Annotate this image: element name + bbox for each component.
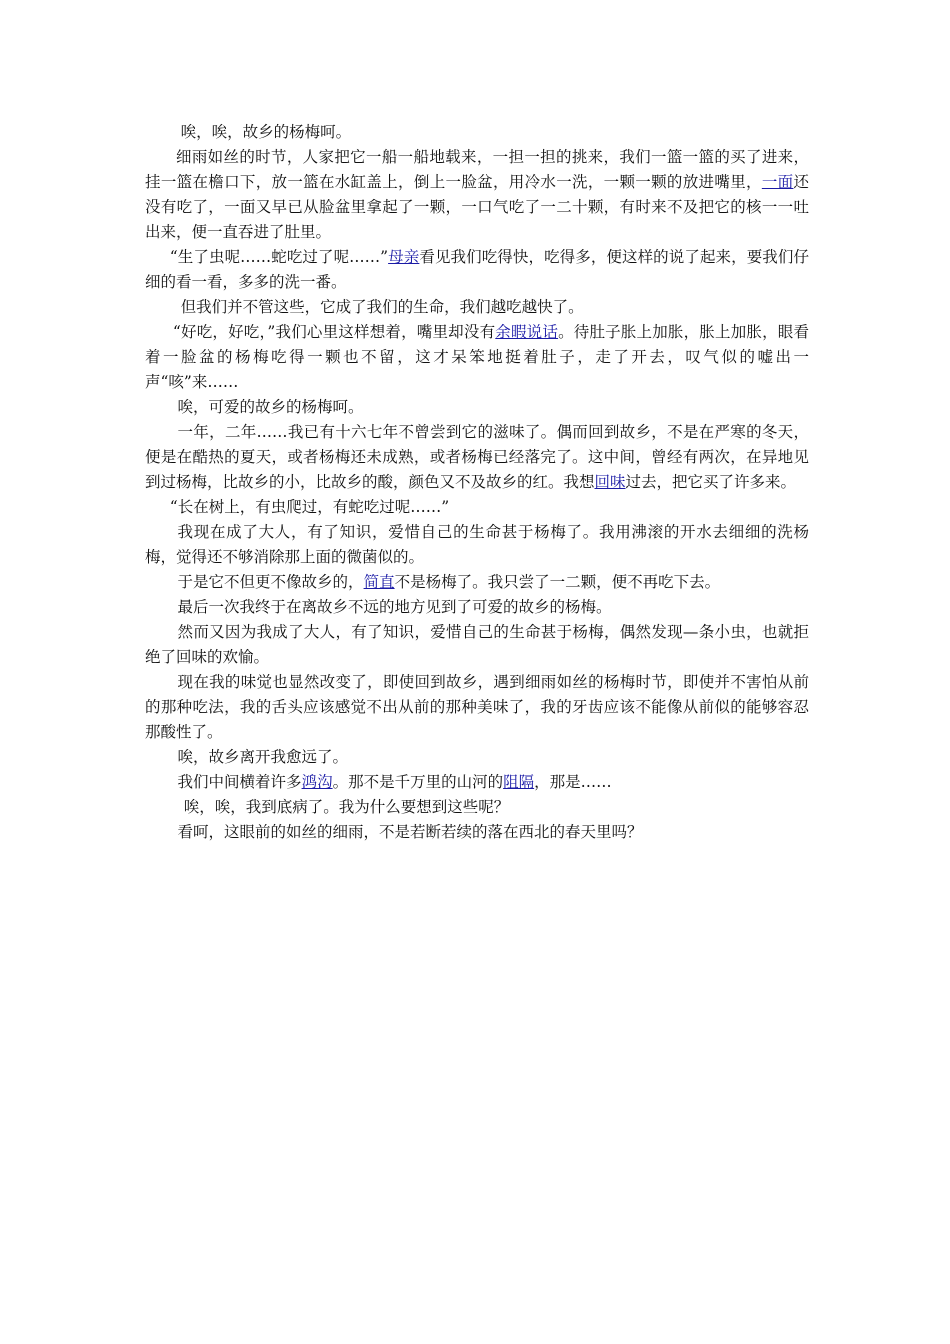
paragraph	[145, 670, 809, 745]
hyperlink[interactable]: 鸿沟	[301, 773, 333, 791]
paragraph-text: 不是杨梅了。我只尝了一二颗，便不再吃下去。	[394, 573, 721, 591]
paragraph	[145, 520, 809, 570]
paragraph-text: 。那不是千万里的山河的	[332, 773, 504, 791]
paragraph	[145, 420, 809, 495]
paragraph-text: 。待肚子胀上加胀，胀上加胀，眼看着一脸盆的杨梅吃得一颗也不留，这才呆笨地挺着肚子，走了开去，叹气似的嘘出一声“咳”来……	[145, 323, 809, 391]
paragraph-text: 唉，唉，故乡的杨梅呵。	[180, 123, 352, 141]
paragraph	[145, 120, 809, 145]
paragraph-text: 于是它不但更不像故乡的，	[177, 573, 364, 591]
paragraph	[145, 620, 809, 670]
paragraph-text: 但我们并不管这些，它成了我们的生命，我们越吃越快了。	[180, 298, 584, 316]
paragraph-text: 唉，可爱的故乡的杨梅呵。	[177, 398, 364, 416]
paragraph-text: 过去，把它买了许多来。	[625, 473, 797, 491]
paragraph	[145, 795, 809, 820]
paragraph-text: 一年，二年……我已有十六七年不曾尝到它的滋味了。偶而回到故乡，不是在严寒的冬天，便是在酷热的夏天，或者杨梅还未成熟，或者杨梅已经落完了。这中间，曾经有两次，在异地见到过杨梅，比故乡的小，比故乡的酸，颜色又不及故乡的红。我想	[145, 423, 809, 491]
paragraph	[145, 495, 809, 520]
paragraph	[145, 820, 809, 845]
hyperlink[interactable]: 一面	[761, 173, 794, 191]
paragraph-text: “生了虫呢……蛇吃过了呢……”	[169, 248, 389, 266]
paragraph	[145, 570, 809, 595]
paragraph-text: 然而又因为我成了大人，有了知识，爱惜自己的生命甚于杨梅，偶然发现—条小虫，也就拒绝了回味的欢愉。	[145, 623, 809, 666]
document-body	[145, 120, 809, 845]
paragraph	[145, 245, 809, 295]
paragraph-text: “长在树上，有虫爬过，有蛇吃过呢……”	[169, 498, 450, 516]
paragraph-text: 看呵，这眼前的如丝的细雨，不是若断若续的落在西北的春天里吗？	[177, 823, 643, 841]
hyperlink[interactable]: 回味	[594, 473, 626, 491]
paragraph	[145, 770, 809, 795]
paragraph	[145, 595, 809, 620]
paragraph	[145, 395, 809, 420]
paragraph-text: 我现在成了大人，有了知识，爱惜自己的生命甚于杨梅了。我用沸滚的开水去细细的洗杨梅，觉得还不够消除那上面的微菌似的。	[145, 523, 809, 566]
paragraph	[145, 320, 809, 395]
paragraph-text: 看见我们吃得快，吃得多，便这样的说了起来，要我们仔细的看一看，多多的洗一番。	[145, 248, 809, 291]
paragraph-text: 现在我的味觉也显然改变了，即使回到故乡，遇到细雨如丝的杨梅时节，即使并不害怕从前的那种吃法，我的舌头应该感觉不出从前的那种美味了，我的牙齿应该不能像从前似的能够容忍那酸性了。	[145, 673, 809, 741]
paragraph-text: 唉，故乡离开我愈远了。	[177, 748, 349, 766]
paragraph-text: 最后一次我终于在离故乡不远的地方见到了可爱的故乡的杨梅。	[177, 598, 612, 616]
paragraph	[145, 295, 809, 320]
paragraph	[145, 745, 809, 770]
paragraph	[145, 145, 809, 245]
paragraph-text: 细雨如丝的时节，人家把它一船一船地载来，一担一担的挑来，我们一篮一篮的买了进来，挂一篮在檐口下，放一篮在水缸盖上，倒上一脸盆，用冷水一洗，一颗一颗的放进嘴里，	[145, 148, 809, 191]
paragraph-text: 还没有吃了，一面又早已从脸盆里拿起了一颗，一口气吃了一二十颗，有时来不及把它的核一一吐出来，便一直吞进了肚里。	[145, 173, 809, 241]
hyperlink[interactable]: 余暇说话	[495, 323, 559, 341]
hyperlink[interactable]: 阻隔	[503, 773, 535, 791]
paragraph-text: ，那是……	[534, 773, 612, 791]
paragraph-text: 我们中间横着许多	[177, 773, 302, 791]
hyperlink[interactable]: 母亲	[388, 248, 420, 266]
paragraph-text: 唉，唉，我到底病了。我为什么要想到这些呢？	[183, 798, 510, 816]
paragraph-text: “好吃，好吃，”我们心里这样想着，嘴里却没有	[172, 323, 496, 341]
hyperlink[interactable]: 简直	[363, 573, 395, 591]
